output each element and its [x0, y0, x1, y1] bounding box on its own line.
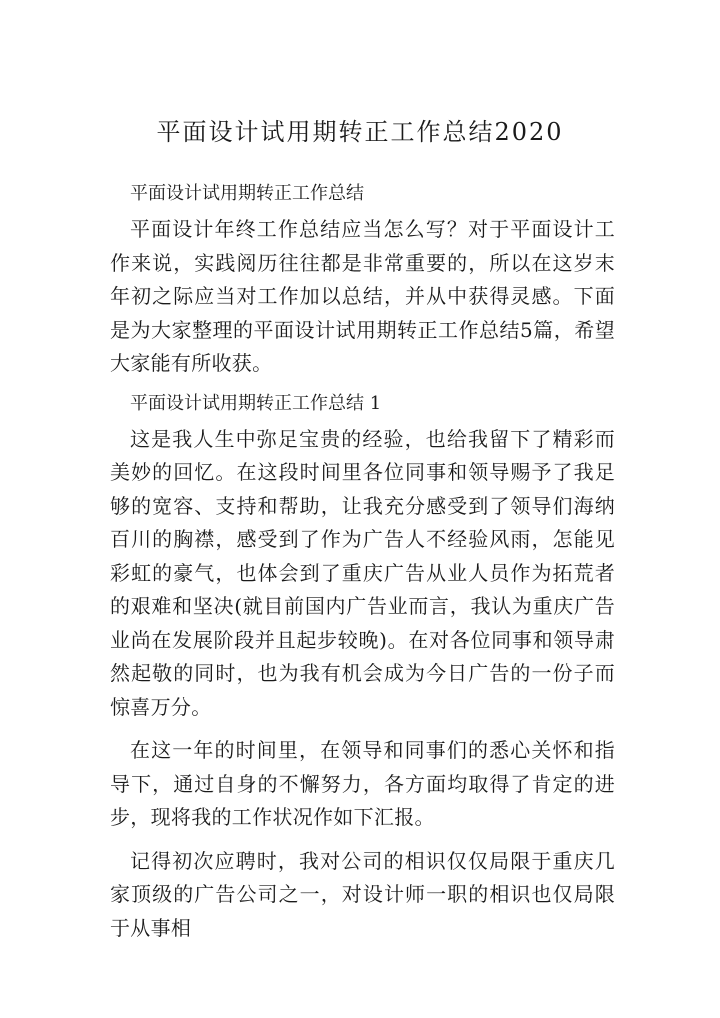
document-body [110, 177, 615, 945]
document-title: 平面设计试用期转正工作总结2020 [156, 118, 564, 146]
body-paragraph-2: 在这一年的时间里，在领导和同事们的悉心关怀和指导下，通过自身的不懈努力，各方面均取得了肯定的进步，现将我的工作状况作如下汇报。 [110, 738, 615, 829]
document-subtitle: 平面设计试用期转正工作总结 [130, 183, 364, 204]
body-paragraph-3: 记得初次应聘时，我对公司的相识仅仅局限于重庆几家顶级的广告公司之一，对设计师一职的相识也仅局限于从事相 [110, 848, 615, 940]
intro-paragraph: 平面设计年终工作总结应当怎么写？对于平面设计工作来说，实践阅历往往都是非常重要的，所以在这岁末年初之际应当对工作加以总结，并从中获得灵感。下面是为大家整理的平面设计试用期转正工作总结5篇，希望大家能有所收获。 [110, 217, 615, 375]
body-paragraph-1: 这是我人生中弥足宝贵的经验，也给我留下了精彩而美妙的回忆。在这段时间里各位同事和领导赐予了我足够的宽容、支持和帮助，让我充分感受到了领导们海纳百川的胸襟，感受到了作为广告人不经验风雨，怎能见彩虹的豪气，也体会到了重庆广告从业人员作为拓荒者的艰难和坚决(就目前国内广告业而言，我认为重庆广告业尚在发展阶段并且起步较晚)。在对各位同事和领导肃然起敬的同时，也为我有机会成为今日广告的一份子而惊喜万分。 [110, 426, 615, 719]
section-heading: 平面设计试用期转正工作总结 1 [130, 392, 382, 414]
